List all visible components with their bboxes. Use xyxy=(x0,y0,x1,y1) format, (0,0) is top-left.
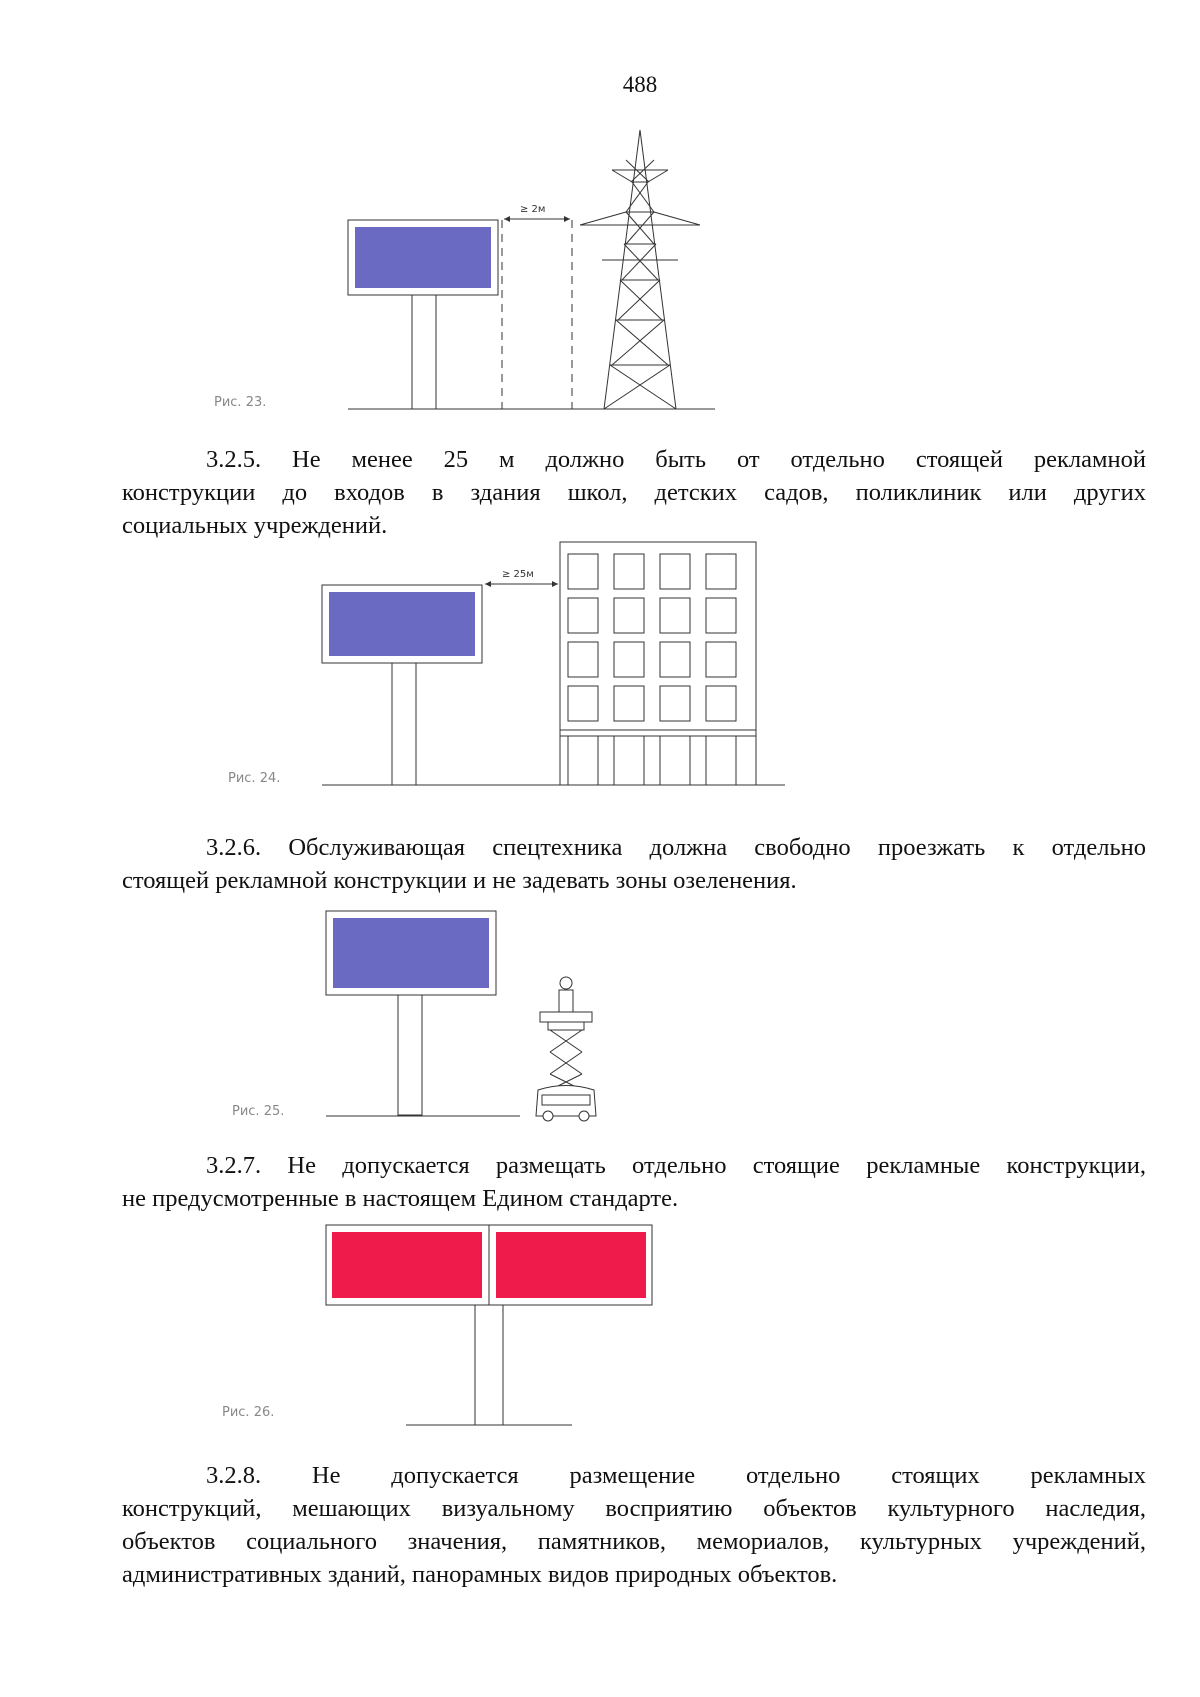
figure-24-drawing xyxy=(210,540,810,790)
figure-24-caption: Рис. 24. xyxy=(228,771,281,786)
paragraph-line: объектов социального значения, памятников, мемориалов, культурных учреждений, xyxy=(122,1528,1146,1555)
billboard-pole xyxy=(475,1305,503,1425)
paragraph-3-2-7 xyxy=(122,1149,1146,1215)
figure-26-caption: Рис. 26. xyxy=(222,1405,275,1420)
paragraph-line: стоящей рекламной конструкции и не задевать зоны озеленения. xyxy=(122,867,797,894)
figure-24 xyxy=(210,540,810,790)
advertising-panel-right xyxy=(496,1232,646,1298)
paragraph-line: административных зданий, панорамных видов природных объектов. xyxy=(122,1561,838,1588)
figure-23-caption: Рис. 23. xyxy=(214,395,267,410)
figure-24-dimension: ≥ 25м xyxy=(502,569,534,580)
paragraph-line: 3.2.5. Не менее 25 м должно быть от отдельно стоящей рекламной xyxy=(206,446,1146,473)
paragraph-line: 3.2.8. Не допускается размещение отдельно стоящих рекламных xyxy=(206,1462,1146,1489)
paragraph-line: конструкции до входов в здания школ, детских садов, поликлиник или других xyxy=(122,479,1146,506)
figure-25-drawing xyxy=(220,905,640,1125)
figure-23-dimension: ≥ 2м xyxy=(520,204,546,215)
billboard-pole xyxy=(398,995,422,1115)
paragraph-line: социальных учреждений. xyxy=(122,512,388,539)
figure-26-drawing xyxy=(210,1222,670,1432)
paragraph-line: не предусмотренные в настоящем Едином стандарте. xyxy=(122,1185,679,1212)
figure-26 xyxy=(210,1222,670,1432)
figure-23 xyxy=(200,120,720,415)
paragraph-3-2-5 xyxy=(122,443,1146,542)
figure-25 xyxy=(220,905,640,1125)
paragraph-3-2-6 xyxy=(122,831,1146,897)
advertising-panel xyxy=(329,592,475,656)
power-line-tower xyxy=(580,130,700,409)
service-lift xyxy=(536,977,596,1121)
paragraph-3-2-8 xyxy=(122,1459,1146,1591)
building xyxy=(560,542,756,785)
billboard-pole xyxy=(412,295,436,409)
page-number: 488 xyxy=(622,72,658,97)
advertising-panel-left xyxy=(332,1232,482,1298)
figure-25-caption: Рис. 25. xyxy=(232,1104,285,1119)
billboard-pole xyxy=(392,663,416,785)
paragraph-line: 3.2.7. Не допускается размещать отдельно стоящие рекламные конструкции, xyxy=(206,1152,1146,1179)
paragraph-line: конструкций, мешающих визуальному восприятию объектов культурного наследия, xyxy=(122,1495,1146,1522)
figure-23-drawing xyxy=(200,120,720,415)
advertising-panel xyxy=(355,227,491,288)
advertising-panel xyxy=(333,918,489,988)
paragraph-line: 3.2.6. Обслуживающая спецтехника должна свободно проезжать к отдельно xyxy=(206,834,1146,861)
